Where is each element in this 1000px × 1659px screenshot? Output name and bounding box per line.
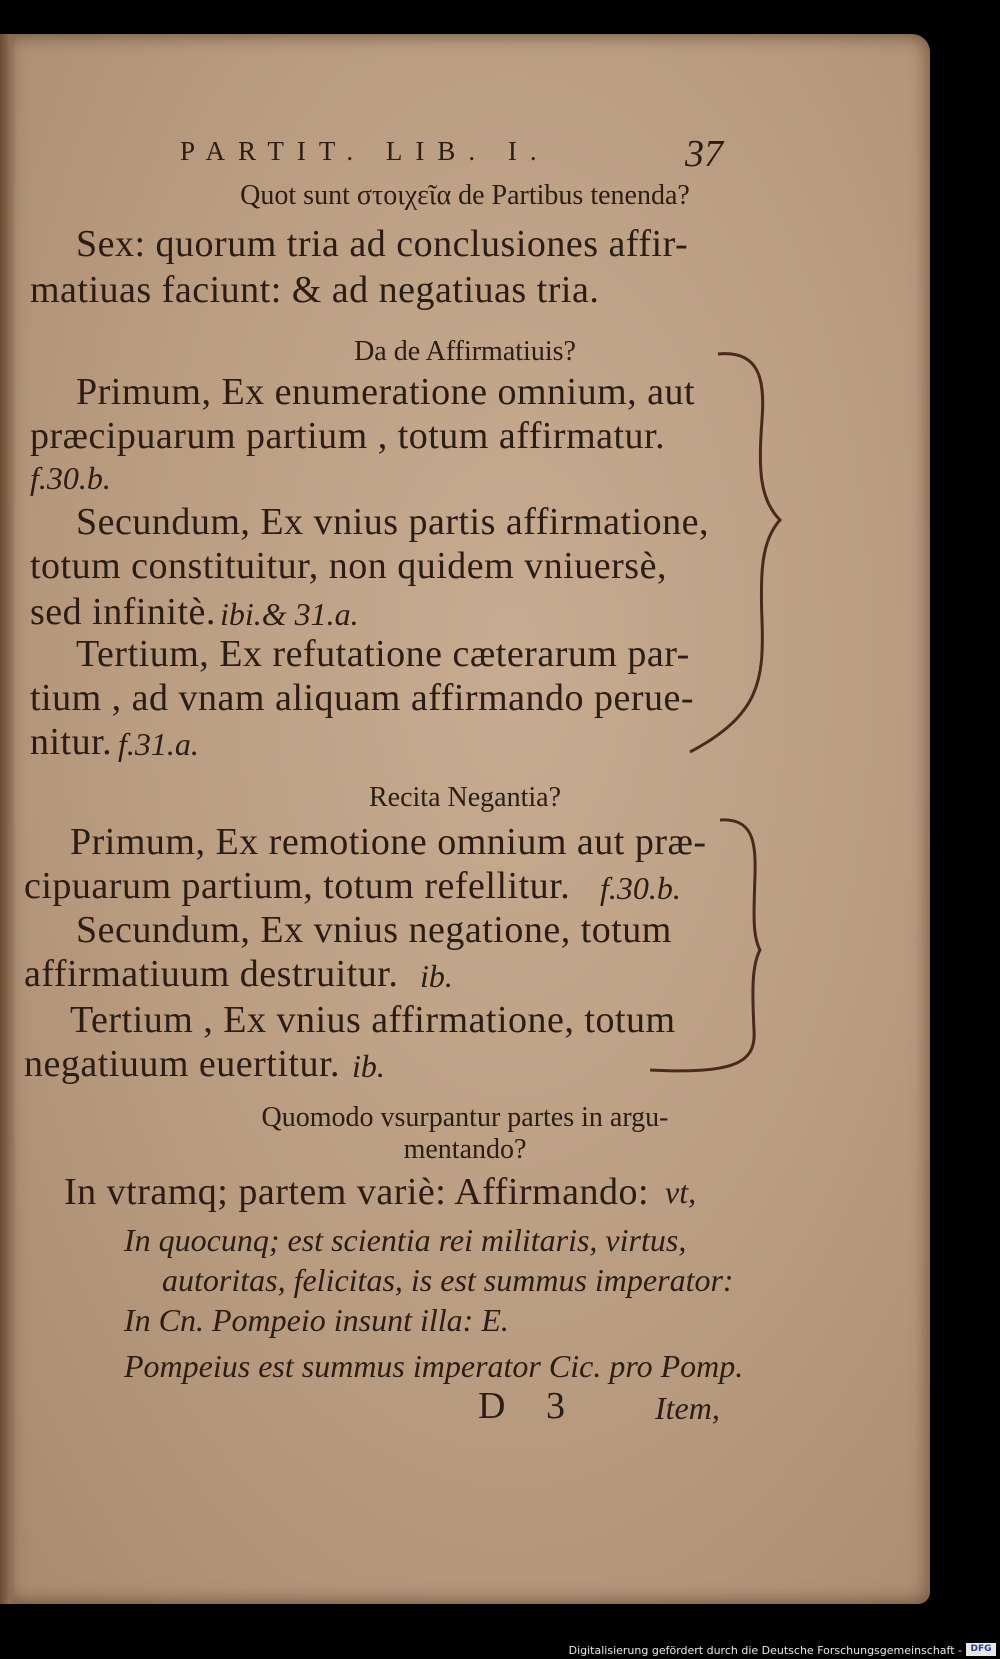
affirm-ref-2: ibi.& 31.a. [220,596,359,632]
example-line-2: autoritas, felicitas, is est summus imperator: [162,1262,734,1298]
negat-line-6: negatiuum euertitur. [24,1043,341,1085]
negat-ref-3: ib. [352,1048,385,1084]
negat-line-2: cipuarum partium, totum refellitur. [24,865,571,907]
question-quot-sunt: Quot sunt στοιχεῖα de Partibus tenenda? [240,180,690,211]
negat-ref-1: f.30.b. [600,870,681,906]
affirm-ref-3: f.31.a. [118,726,199,762]
affirm-line-1: Primum, Ex enumeratione omnium, aut [76,371,696,413]
credit-text: Digitalisierung gefördert durch die Deutsche Forschungsgemeinschaft - [568,1644,962,1657]
negat-ref-2: ib. [420,958,453,994]
question-affirmatiuis: Da de Affirmatiuis? [354,336,576,367]
affirm-line-4: totum constituitur, non quidem vniuersè, [30,545,667,587]
negative-brace [650,820,760,1071]
question-negantia: Recita Negantia? [368,782,561,813]
affirm-line-8: nitur. [30,721,113,763]
example-line-4: Pompeius est summus imperator Cic. pro Pomp. [124,1348,744,1384]
negat-line-5: Tertium , Ex vnius affirmatione, totum [70,999,676,1041]
example-line-3: In Cn. Pompeio insunt illa: E. [124,1302,509,1338]
negat-line-4: affirmatiuum destruitur. [24,953,399,995]
affirm-line-3: Secundum, Ex vnius partis affirmatione, [76,501,710,543]
question-quomodo-line-2: mentando? [403,1134,527,1165]
signature-mark: D 3 [478,1385,566,1427]
negat-line-3: Secundum, Ex vnius negatione, totum [76,909,672,951]
example-line-1: In quocunq; est scientia rei militaris, virtus, [124,1222,687,1258]
affirm-line-6: Tertium, Ex refutatione cæterarum par- [76,633,690,675]
affirm-line-2: præcipuarum partium , totum affirmatur. [30,415,666,457]
affirm-ref-1: f.30.b. [30,460,111,496]
question-quomodo-line-1: Quomodo vsurpantur partes in argu- [261,1102,669,1133]
running-head: PARTIT. LIB. I. [180,136,550,166]
catchword: Item, [655,1390,720,1426]
affirm-line-7: tium , ad vnam aliquam affirmando perue- [30,677,695,719]
affirmative-brace [690,354,780,752]
page-number: 37 [685,133,723,175]
answer-line-2: matiuas faciunt: & ad negatiuas tria. [30,269,600,311]
affirm-line-5: sed infinitè. [30,591,216,633]
dfg-logo: DFG [966,1643,996,1656]
usage-answer-lead: In vtramq; partem variè: Affirmando: [64,1171,650,1213]
usage-answer-vt: vt, [665,1174,697,1210]
negat-line-1: Primum, Ex remotione omnium aut præ- [70,821,707,863]
answer-line-1: Sex: quorum tria ad conclusiones affir- [76,223,689,265]
